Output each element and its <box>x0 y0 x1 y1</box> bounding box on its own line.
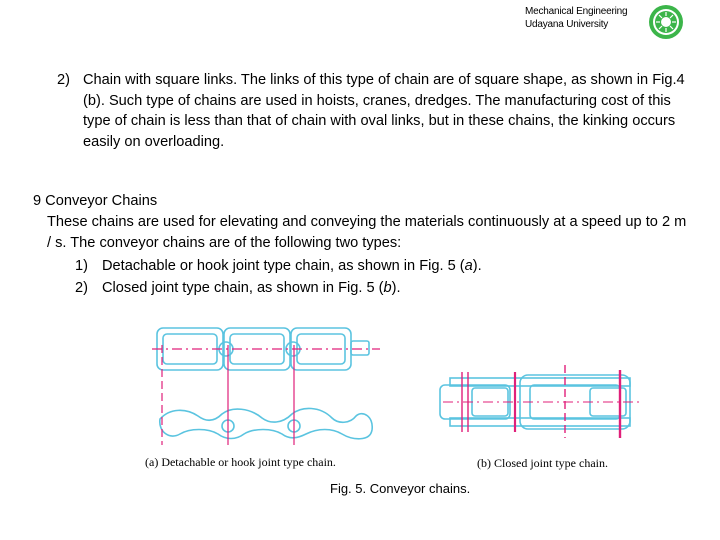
list-number: 1) <box>75 258 88 274</box>
hook-joint-chain-drawing <box>157 328 372 439</box>
figure-ref: b <box>383 280 392 296</box>
section-heading: 9 Conveyor Chains <box>33 193 158 209</box>
caption-hook-chain: (a) Detachable or hook joint type chain. <box>145 455 336 469</box>
figure-caption: Fig. 5. Conveyor chains. <box>330 481 471 496</box>
list-number: 2) <box>75 280 88 296</box>
list-item-text: Detachable or hook joint type chain, as shown in Fig. 5 ( <box>102 258 465 274</box>
list-item-end: ). <box>472 258 482 274</box>
list-number: 2) <box>57 72 70 88</box>
closed-chain-centerlines <box>443 365 640 438</box>
caption-closed-chain: (b) Closed joint type chain. <box>477 456 608 470</box>
header-university: Udayana University <box>525 19 609 30</box>
list-item-end: ). <box>391 280 401 296</box>
list-item-text: Closed joint type chain, as shown in Fig. 5 ( <box>102 280 384 296</box>
paragraph-text: Chain with square links. The links of this type of chain are of square shape, as shown in Fig.4 (b). Such type of chains are used in hoists, cranes, dredges. The manufacturing cost of this type of chain is less than that of chain with oval links, but in these chains, the kinking occurs easily on overloading. <box>83 72 685 150</box>
header-department: Mechanical Engineering <box>525 6 628 17</box>
figure-ref: a <box>464 258 473 274</box>
section-body: These chains are used for elevating and conveying the materials continuously at a speed up to 2 m / s. The conveyor chains are of the following two types: <box>47 214 687 251</box>
